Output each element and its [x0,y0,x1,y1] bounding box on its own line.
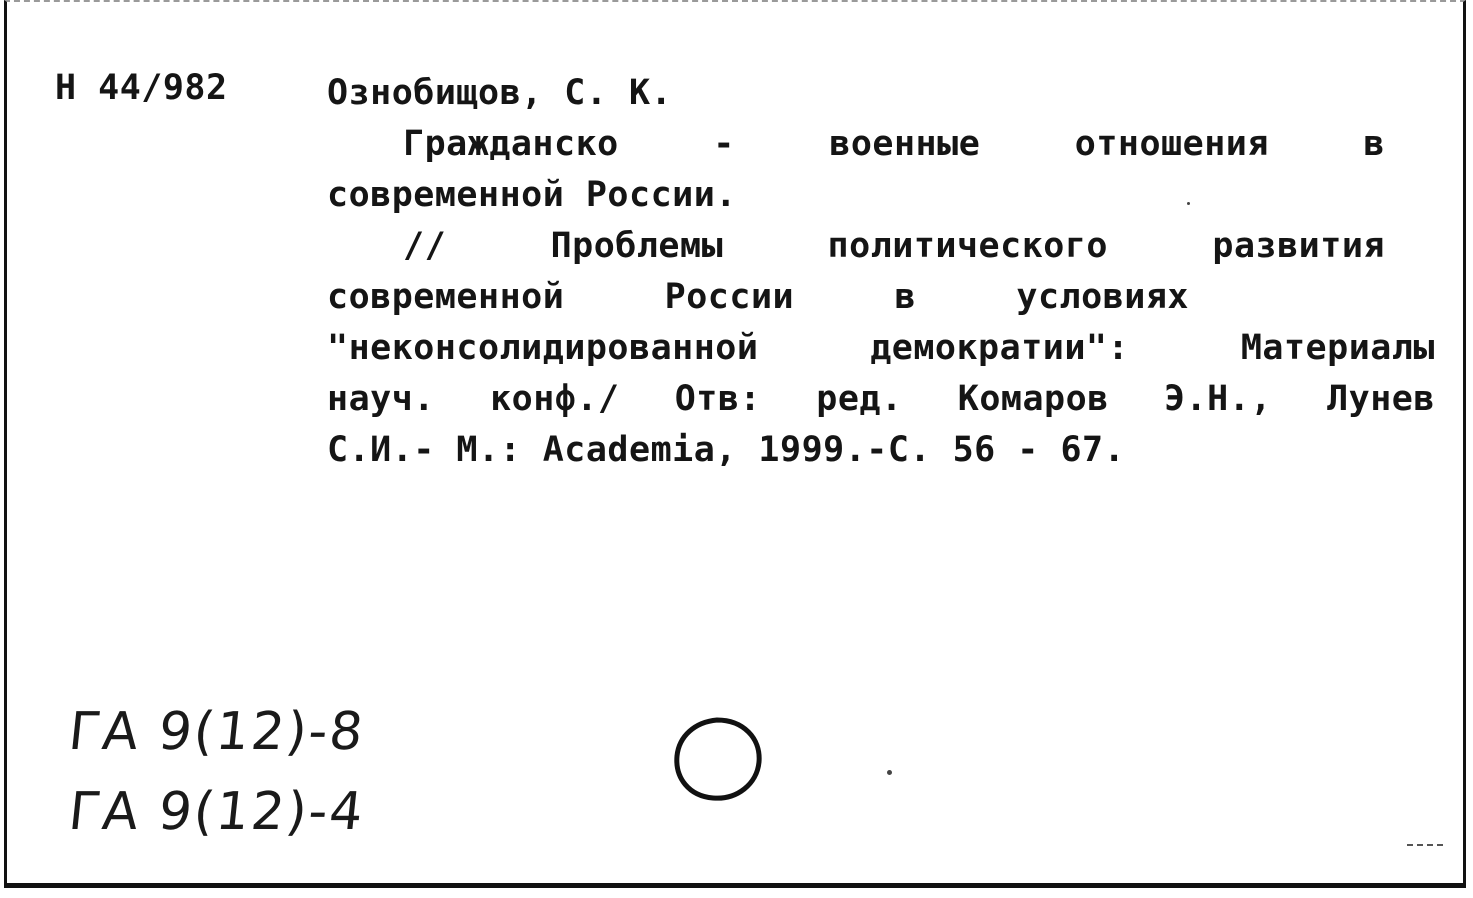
punch-hole-icon [671,714,763,804]
source-line-3 [327,323,1435,374]
source-line-4 [327,374,1435,425]
source-word: в [894,277,917,317]
catalog-card [4,0,1466,888]
source-word: науч. [327,379,435,419]
title-word: отношения [1074,124,1269,164]
speck-mark [887,770,892,775]
source-word: условиях [1016,277,1189,317]
source-word: политического [827,226,1108,266]
source-word: Лунев [1327,379,1435,419]
source-word: "неконсолидированной [327,328,759,368]
source-line-1 [327,221,1435,272]
edge-mark [1407,844,1443,846]
source-line-2 [327,272,1435,323]
speck-mark [1187,202,1190,205]
author-line: Ознобищов, С. К. [327,73,673,113]
source-word: современной [327,277,565,317]
shelfmark: Н 44/982 [55,68,228,108]
source-word: России [664,277,795,317]
source-word: Отв: [674,379,762,419]
source-word: конф./ [490,379,620,419]
source-word: демократии": [870,328,1130,368]
handwritten-classification-code: ГА 9(12)-8 [65,702,368,762]
source-word: Материалы [1240,328,1435,368]
source-word: Э.Н., [1164,379,1272,419]
source-word: развития [1212,226,1385,266]
bibliographic-entry [327,68,1435,476]
title-line-2: современной России. [327,175,737,215]
title-word: Гражданско [403,124,619,164]
source-word: Проблемы [550,226,724,266]
title-word: - [713,124,735,164]
source-line-5: С.И.- М.: Academia, 1999.-С. 56 - 67. [327,430,1126,470]
title-line-1 [327,119,1435,170]
title-word: в [1363,124,1385,164]
handwritten-classification-code: ГА 9(12)-4 [65,782,368,842]
source-word: ред. [816,379,903,419]
title-word: военные [829,124,981,164]
source-word: Комаров [957,379,1109,419]
source-word: // [403,226,447,266]
